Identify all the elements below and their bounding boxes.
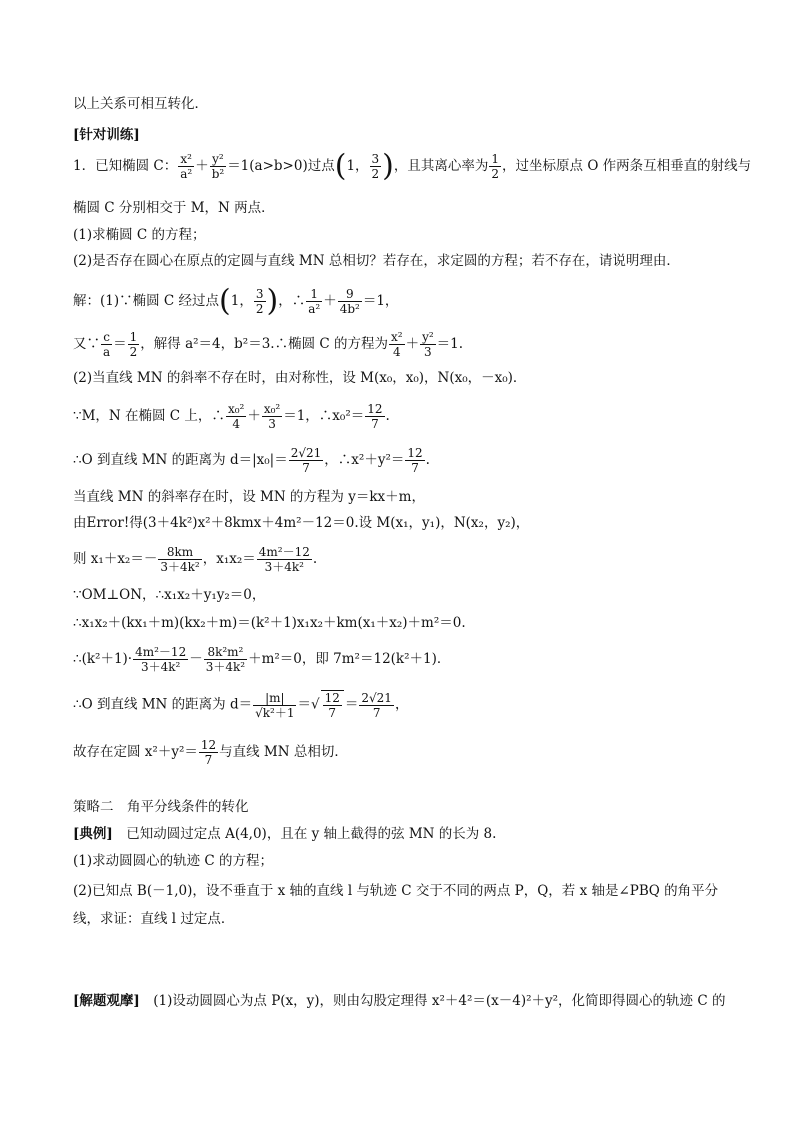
sqrt-symbol: √ <box>310 696 320 713</box>
text: ＋m²＝0，即 7m²＝12(k²＋1)． <box>248 651 451 667</box>
text: ＋ <box>247 408 261 424</box>
text-line <box>73 488 425 506</box>
numerator: x² <box>390 330 403 344</box>
text: . <box>312 551 318 567</box>
text-line <box>73 882 718 900</box>
numerator: y² <box>422 330 434 344</box>
fraction <box>257 545 312 574</box>
denominator: 2 <box>371 167 380 181</box>
text: ＝1. <box>436 336 464 352</box>
fraction <box>359 691 394 720</box>
text: ∵OM⊥ON，∴x₁x₂＋y₁y₂＝0， <box>73 587 266 603</box>
fraction <box>262 402 282 431</box>
numerator: x₀² <box>227 402 245 416</box>
text: 1．已知椭圆 C： <box>73 158 178 174</box>
numerator: c <box>101 330 112 345</box>
text-line <box>73 252 680 270</box>
denominator: 3 <box>424 345 432 359</box>
text: ＝1，∴x₀²＝ <box>283 408 365 424</box>
denominator: 7 <box>204 753 213 767</box>
denominator: 4b² <box>339 302 360 316</box>
section-label <box>73 126 140 144</box>
numerator: x₀² <box>263 402 281 416</box>
text: ＋ <box>405 336 420 352</box>
section-heading <box>73 798 249 816</box>
text: 已知动圆过定点 A(4,0)，且在 y 轴上截得的弦 MN 的长为 8. <box>112 826 497 842</box>
fraction <box>365 402 384 431</box>
solution-line <box>73 690 408 720</box>
fraction <box>420 330 436 359</box>
fraction <box>128 330 140 359</box>
text-line <box>73 199 275 217</box>
solution-line <box>73 402 390 431</box>
text-line <box>73 226 206 244</box>
text: ＝ <box>344 696 359 713</box>
denominator: 7 <box>302 461 310 475</box>
left-paren: ( <box>219 283 231 319</box>
fraction <box>306 287 322 316</box>
solution-line <box>73 283 399 319</box>
text: 当直线 MN 的斜率存在时，设 MN 的方程为 y＝kx＋m， <box>73 489 425 505</box>
text: (1)求动圆圆心的轨迹 C 的方程； <box>73 853 274 869</box>
fraction <box>370 152 382 181</box>
numerator: |m| <box>253 691 296 706</box>
denominator: b² <box>211 167 225 181</box>
text: 则 x₁＋x₂＝－ <box>73 551 158 567</box>
text: 线，求证：直线 l 过定点． <box>73 911 235 927</box>
text: 故存在定圆 x²＋y²＝ <box>73 744 198 760</box>
text: 与直线 MN 总相切． <box>219 744 348 760</box>
denominator: 3 <box>268 417 276 431</box>
denominator: 2 <box>491 167 500 181</box>
text: [针对训练] <box>73 127 140 143</box>
label: [解题观摩] <box>73 993 140 1009</box>
text: ，∴x²＋y²＝ <box>324 452 405 468</box>
denominator: 4 <box>392 345 401 359</box>
fraction <box>226 402 246 431</box>
fraction <box>405 446 424 475</box>
solution-line <box>73 330 463 359</box>
numerator: 12 <box>367 402 383 416</box>
fraction <box>321 690 344 720</box>
numerator: 12 <box>324 691 340 705</box>
text: ， <box>394 696 409 713</box>
numerator: 8km <box>158 545 201 560</box>
numerator: 1 <box>491 152 500 166</box>
text: ∵M，N 在椭圆 C 上，∴ <box>73 408 225 424</box>
fraction <box>253 691 296 720</box>
solution-intro <box>73 992 725 1010</box>
text: ∴(k²＋1)· <box>73 651 133 667</box>
fraction <box>254 287 266 316</box>
label: [典例] <box>73 826 113 842</box>
text: 由Error!得(3＋4k²)x²＋8kmx＋4m²－12＝0.设 M(x₁，y₁)，N(x₂，y₂)， <box>73 515 530 531</box>
text: (2)已知点 B(－1,0)，设不垂直于 x 轴的直线 l 与轨迹 C 交于不同的两点 P，Q，若 x 轴是∠PBQ 的角平分 <box>73 883 719 899</box>
text: ＝ <box>113 336 127 352</box>
fraction <box>178 152 194 181</box>
text: (2)当直线 MN 的斜率不存在时，由对称性，设 M(x₀，x₀)，N(x₀，－x₀)． <box>73 370 527 386</box>
text: ＋ <box>195 158 209 174</box>
denominator: 3＋4k² <box>160 560 200 574</box>
fraction <box>289 446 324 475</box>
text-line <box>73 95 208 113</box>
text: . <box>385 408 390 424</box>
denominator: a² <box>308 302 321 316</box>
right-paren: ) <box>382 148 394 184</box>
numerator: 8k²m² <box>204 645 247 660</box>
denominator: 2 <box>129 345 138 359</box>
numerator: 4m²－12 <box>135 645 187 659</box>
numerator: 2√21 <box>361 690 392 705</box>
text: 1， <box>346 158 369 174</box>
left-paren: ( <box>334 148 347 184</box>
text: ，∴ <box>278 293 306 309</box>
denominator: 7 <box>328 706 337 720</box>
text-line <box>73 369 526 387</box>
text: 策略二 角平分线条件的转化 <box>73 799 249 815</box>
problem-statement <box>73 148 752 184</box>
fraction <box>489 152 501 181</box>
solution-line <box>73 545 317 574</box>
text-line <box>73 514 529 532</box>
text: ＋ <box>323 293 337 309</box>
text: 以上关系可相互转化． <box>73 96 208 112</box>
text: ，过坐标原点 O 作两条互相垂直的射线与 <box>502 158 752 174</box>
right-paren: ) <box>266 283 279 319</box>
fraction <box>133 645 188 674</box>
numerator: 9 <box>338 287 362 302</box>
text: 解：(1)∵椭圆 C 经过点 <box>73 293 220 309</box>
solution-line <box>73 446 430 475</box>
text: 1， <box>230 293 253 309</box>
denominator: √k²＋1 <box>255 705 295 720</box>
text: ∴O 到直线 MN 的距离为 d＝|x₀|＝ <box>73 452 288 468</box>
numerator: x² <box>178 152 194 167</box>
text: ∴x₁x₂＋(kx₁＋m)(kx₂＋m)＝(k²＋1)x₁x₂＋km(x₁＋x₂)＋m²＝0. <box>73 615 466 631</box>
denominator: 3＋4k² <box>140 660 181 674</box>
denominator: 3＋4k² <box>205 660 246 674</box>
text-line <box>73 852 273 870</box>
text: ，解得 a²＝4，b²＝3.∴椭圆 C 的方程为 <box>140 336 388 352</box>
denominator: 4 <box>232 417 240 431</box>
denominator: 7 <box>371 417 379 431</box>
numerator: 2√21 <box>290 446 322 460</box>
numerator: 3 <box>371 152 380 166</box>
denominator: a² <box>180 167 193 181</box>
denominator: a <box>103 345 111 359</box>
numerator: 12 <box>407 446 423 460</box>
text: (1)设动圆圆心为点 P(x，y)，则由勾股定理得 x²＋4²＝(x－4)²＋y²，化简即得圆心的轨迹 C 的 <box>139 993 726 1009</box>
numerator: 1 <box>306 287 322 302</box>
text: ，x₁x₂＝ <box>202 551 256 567</box>
text: (1)求椭圆 C 的方程； <box>73 227 206 243</box>
numerator: 4m²－12 <box>258 545 310 559</box>
text-line <box>73 586 265 604</box>
solution-line <box>73 738 348 767</box>
fraction <box>158 545 201 574</box>
text: . <box>425 452 430 468</box>
denominator: 2 <box>255 302 264 316</box>
text: ∴O 到直线 MN 的距离为 d＝ <box>73 696 253 713</box>
numerator: 12 <box>200 738 217 752</box>
text: ＝1， <box>362 293 399 309</box>
text: (2)是否存在圆心在原点的定圆与直线 MN 总相切？若存在，求定圆的方程；若不存在，请说明理由． <box>73 253 680 269</box>
denominator: 7 <box>372 705 381 720</box>
fraction <box>204 645 247 674</box>
fraction <box>101 330 112 359</box>
fraction <box>338 287 362 316</box>
fraction <box>389 330 405 359</box>
text: 椭圆 C 分别相交于 M，N 两点． <box>73 200 275 216</box>
text: － <box>189 651 203 667</box>
example-line <box>73 825 496 843</box>
solution-line <box>73 645 450 674</box>
numerator: y² <box>210 152 227 167</box>
fraction <box>199 738 218 767</box>
text: ，且其离心率为 <box>393 158 489 174</box>
fraction <box>210 152 227 181</box>
denominator: 3＋4k² <box>264 560 304 574</box>
text: ＝ <box>297 696 311 713</box>
numerator: 3 <box>255 287 264 301</box>
text-line <box>73 614 466 632</box>
text: 又∵ <box>73 336 100 352</box>
text: ＝1(a>b>0)过点 <box>227 158 335 174</box>
denominator: 7 <box>411 461 419 475</box>
text-line <box>73 910 234 928</box>
numerator: 1 <box>129 330 138 344</box>
